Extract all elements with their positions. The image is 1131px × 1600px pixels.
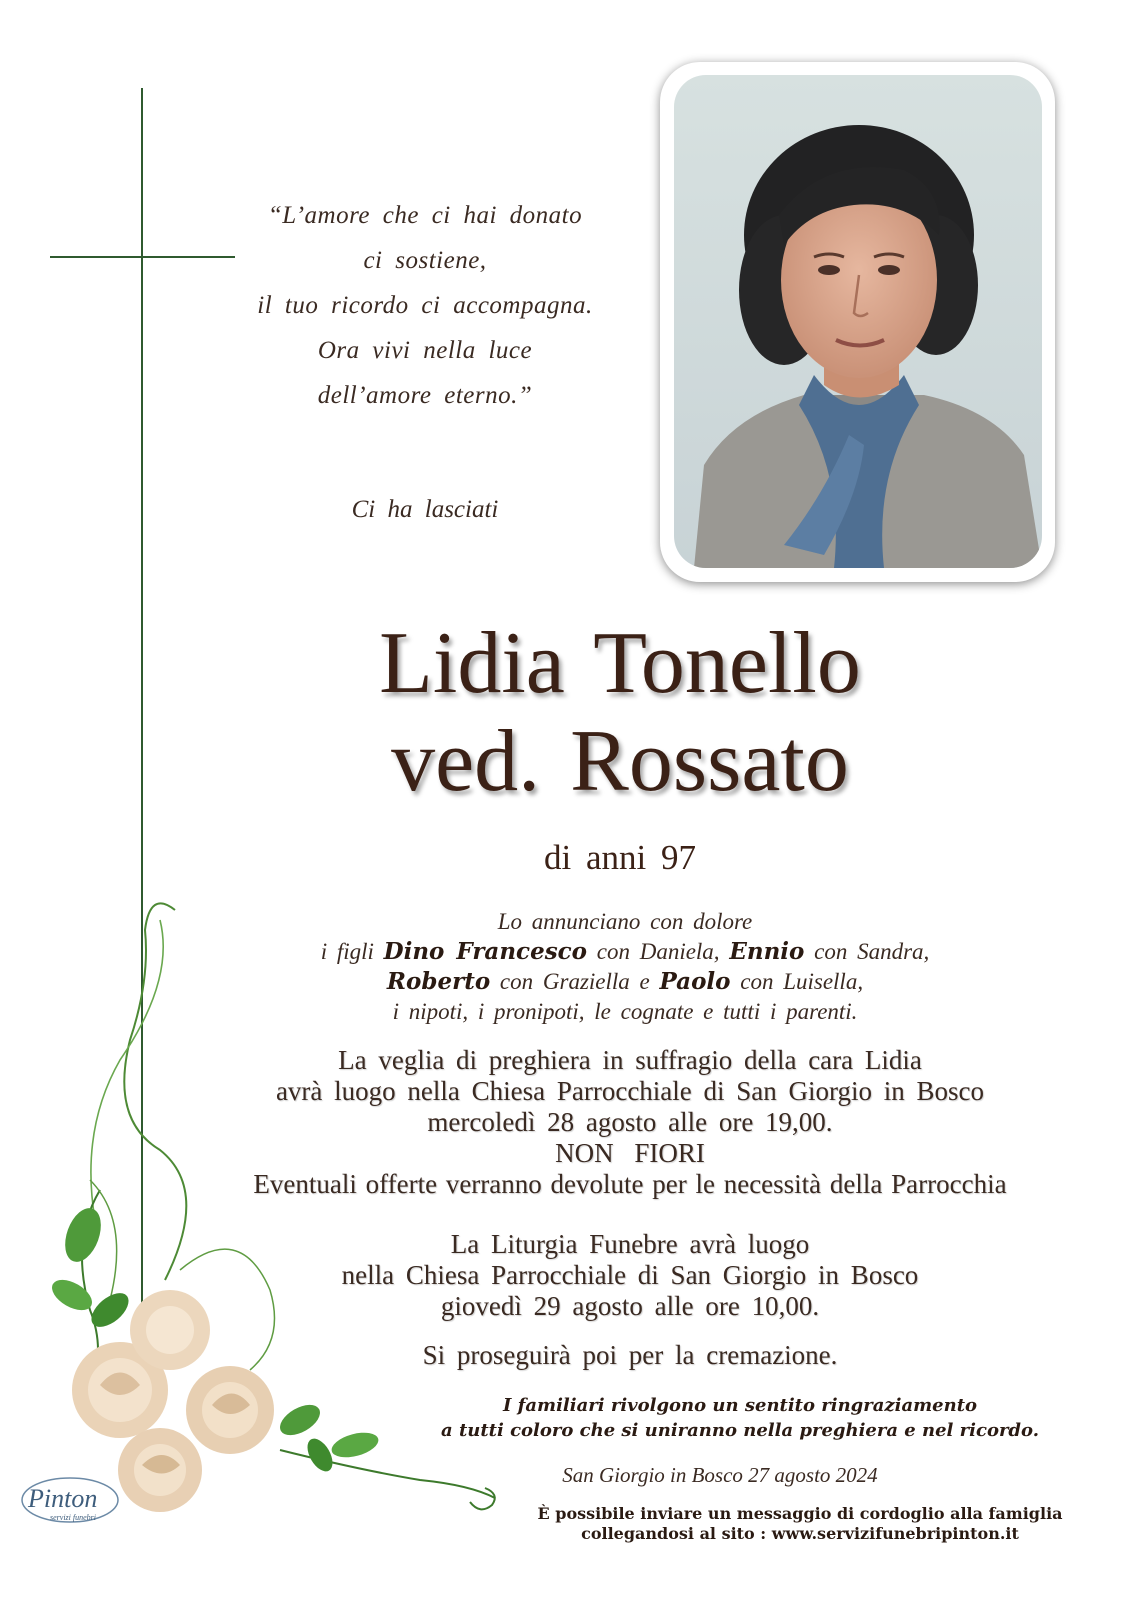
left-us-text: Ci ha lasciati	[351, 496, 499, 523]
age-text: di anni 97	[544, 838, 696, 877]
thanks-line: a tutti coloro che si uniranno nella preghiera e nel ricordo.	[441, 1420, 1039, 1441]
funeral-line: nella Chiesa Parrocchiale di San Giorgio in Bosco	[341, 1260, 919, 1290]
family-text: i figli	[320, 939, 384, 964]
svg-text:Pinton: Pinton	[28, 1484, 98, 1513]
family-text: con Sandra,	[804, 939, 930, 964]
cremation-note: Si proseguirà poi per la cremazione.	[422, 1340, 838, 1370]
family-name: Paolo	[659, 968, 731, 995]
name-line-1: Lidia Tonello	[379, 615, 861, 712]
memorial-quote	[215, 193, 635, 418]
vigil-line: avrà luogo nella Chiesa Parrocchiale di San Giorgio in Bosco	[275, 1076, 985, 1106]
quote-line: “L’amore che ci hai donato	[267, 202, 583, 229]
family-text: con Luisella,	[730, 969, 864, 994]
family-name: Dino Francesco	[383, 938, 587, 965]
family-intro: Lo annunciano con dolore	[497, 909, 753, 934]
funeral-line: giovedì 29 agosto alle ore 10,00.	[440, 1291, 820, 1321]
family-text: con Graziella e	[490, 969, 660, 994]
portrait-photo	[674, 75, 1042, 568]
quote-line: il tuo ricordo ci accompagna.	[257, 292, 593, 319]
vigil-line: La veglia di preghiera in suffragio della cara Lidia	[338, 1045, 922, 1075]
no-flowers-text: Eventuali offerte verranno devolute per le necessità della Parrocchia	[253, 1169, 1007, 1199]
funeral-line: La Liturgia Funebre avrà luogo	[450, 1229, 810, 1259]
online-line: È possibile inviare un messaggio di cordoglio alla famiglia	[537, 1504, 1063, 1523]
family-line-relatives: i nipoti, i pronipoti, le cognate e tutti i parenti.	[392, 999, 858, 1024]
svg-text:servizi funebri: servizi funebri	[50, 1513, 96, 1522]
no-flowers-title: NON FIORI	[555, 1138, 705, 1168]
cross-horizontal-bar	[50, 256, 235, 258]
online-link: collegandosi al sito : www.servizifunebripinton.it	[581, 1524, 1019, 1543]
quote-line: ci sostiene,	[363, 247, 487, 274]
online-condolences	[500, 1504, 1100, 1544]
vigil-line: mercoledì 28 agosto alle ore 19,00.	[427, 1107, 833, 1137]
quote-line: dell’amore eterno.”	[317, 382, 533, 409]
place-date: San Giorgio in Bosco 27 agosto 2024	[562, 1463, 878, 1487]
quote-line: Ora vivi nella luce	[317, 337, 533, 364]
family-name: Roberto	[386, 968, 491, 995]
deceased-name	[280, 615, 960, 811]
pinton-logo	[18, 1470, 128, 1540]
family-text: con Daniela,	[587, 939, 730, 964]
family-name: Ennio	[729, 938, 805, 965]
thanks-line: I familiari rivolgono un sentito ringraziamento	[502, 1395, 978, 1416]
name-line-2: ved. Rossato	[391, 713, 849, 810]
